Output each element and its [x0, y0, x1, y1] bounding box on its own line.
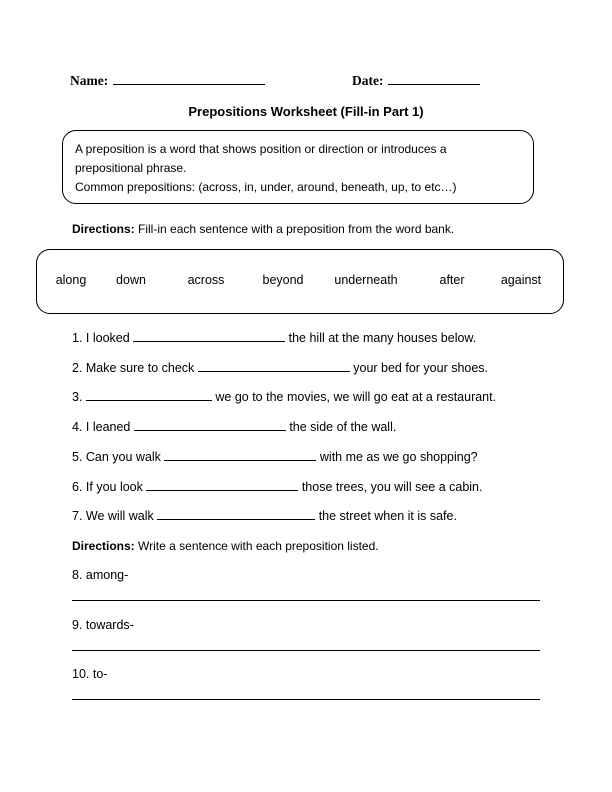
sentence-suffix: the side of the wall.: [285, 420, 397, 434]
date-blank[interactable]: [388, 72, 480, 85]
name-field-group: [70, 72, 265, 89]
sentence-suffix: the hill at the many houses below.: [285, 331, 477, 345]
writing-line[interactable]: [72, 699, 540, 700]
answer-blank[interactable]: [134, 419, 286, 431]
writing-line[interactable]: [72, 650, 540, 651]
sentence-item: [72, 360, 488, 375]
directions-text: Fill-in each sentence with a preposition from the word bank.: [134, 222, 455, 236]
sentence-prefix: 3.: [72, 390, 86, 404]
word-bank-item: underneath: [334, 273, 398, 287]
sentence-prefix: 6. If you look: [72, 480, 147, 494]
open-item-label: 8. among-: [72, 568, 129, 582]
directions-text: Write a sentence with each preposition listed.: [134, 539, 379, 553]
answer-blank[interactable]: [146, 479, 298, 491]
word-bank-item: along: [55, 273, 87, 287]
sentence-suffix: those trees, you will see a cabin.: [298, 480, 483, 494]
sentence-item: [72, 330, 476, 345]
directions-label: Directions:: [72, 539, 135, 553]
definition-box: [62, 130, 534, 204]
answer-blank[interactable]: [133, 330, 285, 342]
sentence-prefix: 2. Make sure to check: [72, 361, 198, 375]
definition-line-3: Common prepositions: (across, in, under, around, beneath, up, to etc…): [75, 180, 457, 194]
sentence-item: [72, 389, 496, 404]
sentence-item: [72, 449, 478, 464]
directions-label: Directions:: [72, 222, 135, 236]
header-row: [70, 72, 540, 92]
sentence-prefix: 1. I looked: [72, 331, 134, 345]
word-bank-item: across: [187, 273, 225, 287]
answer-blank[interactable]: [164, 449, 316, 461]
answer-blank[interactable]: [86, 389, 212, 401]
date-label: Date:: [352, 73, 384, 88]
sentence-item: [72, 479, 482, 494]
sentence-item: [72, 419, 396, 434]
definition-line-1: A preposition is a word that shows position or direction or introduces a: [75, 142, 447, 156]
sentence-suffix: we go to the movies, we will go eat at a restaurant.: [211, 390, 497, 404]
word-bank-item: against: [500, 273, 542, 287]
definition-line-2: prepositional phrase.: [75, 161, 187, 175]
word-bank-item: after: [439, 273, 465, 287]
answer-blank[interactable]: [198, 360, 350, 372]
word-bank-item: down: [116, 273, 146, 287]
sentence-suffix: your bed for your shoes.: [349, 361, 489, 375]
writing-line[interactable]: [72, 600, 540, 601]
sentence-item: [72, 508, 457, 523]
directions-fill-in: [72, 222, 454, 236]
sentence-prefix: 4. I leaned: [72, 420, 134, 434]
word-bank-item: beyond: [262, 273, 304, 287]
sentence-prefix: 5. Can you walk: [72, 450, 165, 464]
word-bank: [36, 249, 564, 314]
directions-write-sentence: [72, 539, 379, 553]
sentence-suffix: with me as we go shopping?: [316, 450, 478, 464]
sentence-suffix: the street when it is safe.: [315, 509, 457, 523]
name-label: Name:: [70, 73, 109, 88]
open-item-label: 9. towards-: [72, 618, 134, 632]
sentence-prefix: 7. We will walk: [72, 509, 158, 523]
answer-blank[interactable]: [157, 508, 315, 520]
open-item-label: 10. to-: [72, 667, 108, 681]
date-field-group: [352, 72, 480, 89]
name-blank[interactable]: [113, 72, 265, 85]
worksheet-title: Prepositions Worksheet (Fill-in Part 1): [188, 104, 424, 119]
